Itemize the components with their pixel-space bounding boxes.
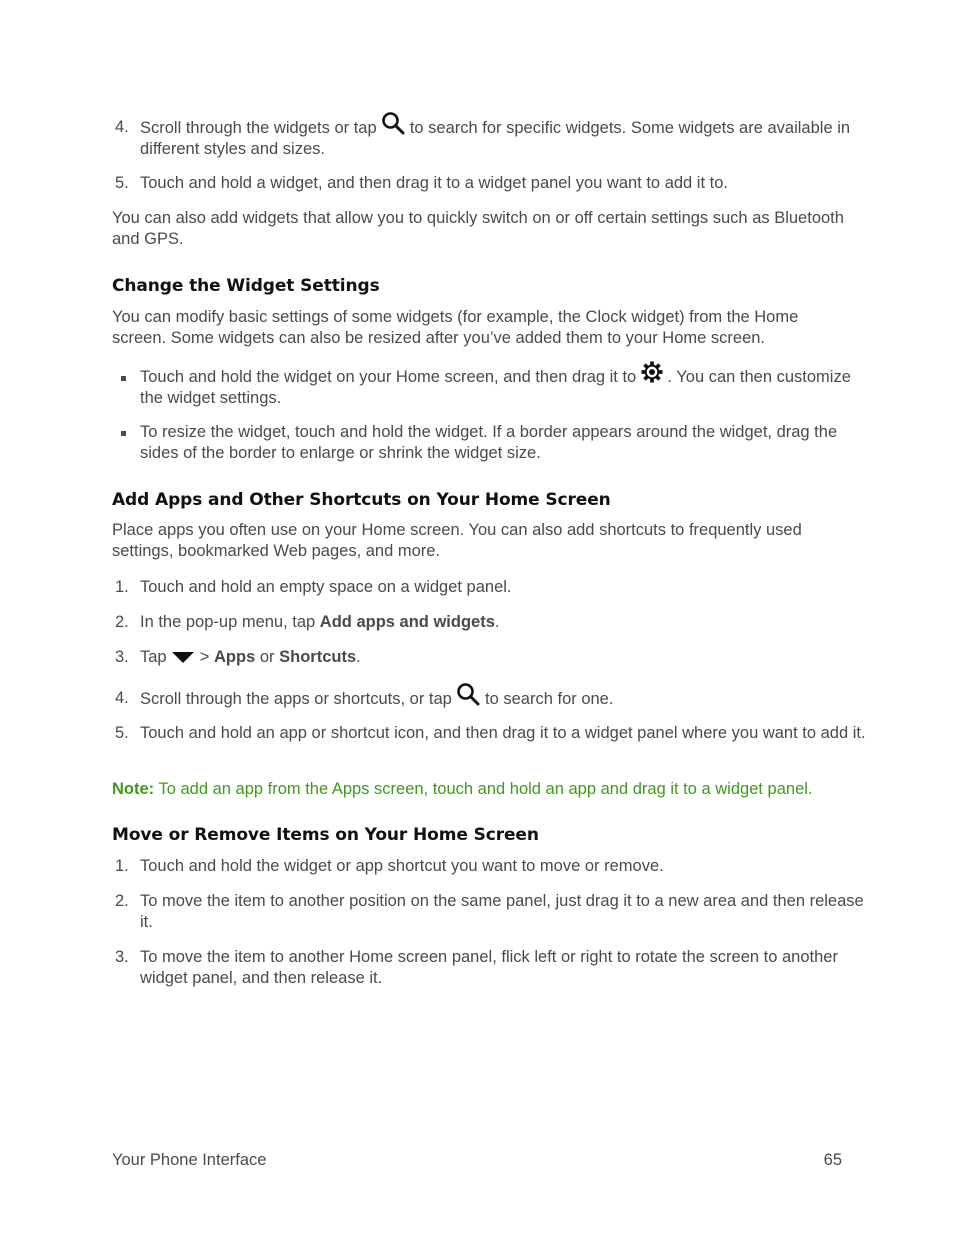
bullet-marker <box>121 376 126 381</box>
change-settings-paragraph: You can modify basic settings of some widgets (for example, the Clock widget) from the Home screen. Some widgets can also be resized after you’ve added them to your Home screen. <box>112 308 799 347</box>
move-step-1 <box>112 856 875 877</box>
search-icon <box>456 682 480 706</box>
step-number: 5. <box>115 174 129 192</box>
step-number: 3. <box>115 648 129 666</box>
footer-page-number: 65 <box>823 1151 842 1169</box>
step-text-pre: Scroll through the apps or shortcuts, or tap <box>140 690 452 708</box>
search-icon <box>381 111 405 135</box>
step-text-or: or <box>255 648 280 666</box>
bullet-marker <box>121 431 126 436</box>
add-apps-paragraph: Place apps you often use on your Home screen. You can also add shortcuts to frequently used settings, bookmarked Web pages, and more. <box>112 521 802 560</box>
add-apps-step-4 <box>112 688 875 710</box>
step-text: Touch and hold an empty space on a widget panel. <box>140 578 512 596</box>
step-number: 1. <box>115 857 129 875</box>
heading-change-widget-settings: Change the Widget Settings <box>112 276 380 296</box>
dropdown-arrow-icon <box>171 650 195 664</box>
add-apps-step-3 <box>112 647 875 668</box>
step-text: Touch and hold the widget or app shortcut you want to move or remove. <box>140 857 664 875</box>
move-step-2 <box>112 891 875 933</box>
step-text-post: . <box>356 648 361 666</box>
step-number: 3. <box>115 948 129 966</box>
add-apps-step-2 <box>112 612 875 633</box>
step-text-post: . <box>494 613 500 631</box>
add-apps-step-5 <box>112 723 875 744</box>
note-text: To add an app from the Apps screen, touch and hold an app and drag it to a widget panel. <box>154 780 813 798</box>
step-text-post: to search for specific widgets. Some widgets are available in different styles and sizes. <box>140 119 851 158</box>
step-text-post: to search for one. <box>485 690 614 708</box>
step-number: 2. <box>115 892 129 910</box>
note-label: Note: <box>112 780 155 798</box>
step-text: Touch and hold a widget, and then drag it to a widget panel you want to add it to. <box>140 174 728 192</box>
gear-icon <box>641 361 663 383</box>
step-text-mid: > <box>195 648 215 666</box>
note <box>112 779 847 800</box>
step-text: Touch and hold an app or shortcut icon, and then drag it to a widget panel where you want to add it. <box>140 724 866 742</box>
step-number: 4. <box>115 118 129 136</box>
step-number: 1. <box>115 578 129 596</box>
step-number: 2. <box>115 613 129 631</box>
step-text: To move the item to another position on the same panel, just drag it to a new area and then release it. <box>140 892 864 931</box>
widgets-paragraph: You can also add widgets that allow you to quickly switch on or off certain settings such as Bluetooth and GPS. <box>112 209 844 248</box>
footer-section-title: Your Phone Interface <box>112 1151 267 1169</box>
step-bold-shortcuts: Shortcuts <box>279 648 357 666</box>
heading-add-apps-shortcuts: Add Apps and Other Shortcuts on Your Home Screen <box>112 490 611 510</box>
bullet-text: To resize the widget, touch and hold the widget. If a border appears around the widget, drag the sides of the border to enlarge or shrink the widget size. <box>140 423 838 462</box>
bullet-text-post: . You can then customize the widget settings. <box>140 368 851 407</box>
widget-step-5 <box>112 173 875 194</box>
step-text-pre: Tap <box>140 648 167 666</box>
widget-step-4 <box>112 117 875 160</box>
step-number: 5. <box>115 724 129 742</box>
bullet-item <box>112 367 875 409</box>
step-bold-text: Add apps and widgets <box>319 613 495 631</box>
bullet-text-pre: Touch and hold the widget on your Home screen, and then drag it to <box>140 368 637 386</box>
step-number: 4. <box>115 689 129 707</box>
step-text: To move the item to another Home screen panel, flick left or right to rotate the screen to another widget panel, and then release it. <box>140 948 838 987</box>
step-text-pre: In the pop-up menu, tap <box>140 613 320 631</box>
step-bold-apps: Apps <box>214 648 256 666</box>
heading-move-remove-items: Move or Remove Items on Your Home Screen <box>112 825 539 845</box>
add-apps-step-1 <box>112 577 875 598</box>
bullet-item <box>112 422 875 464</box>
step-text-pre: Scroll through the widgets or tap <box>140 119 377 137</box>
move-step-3 <box>112 947 875 989</box>
